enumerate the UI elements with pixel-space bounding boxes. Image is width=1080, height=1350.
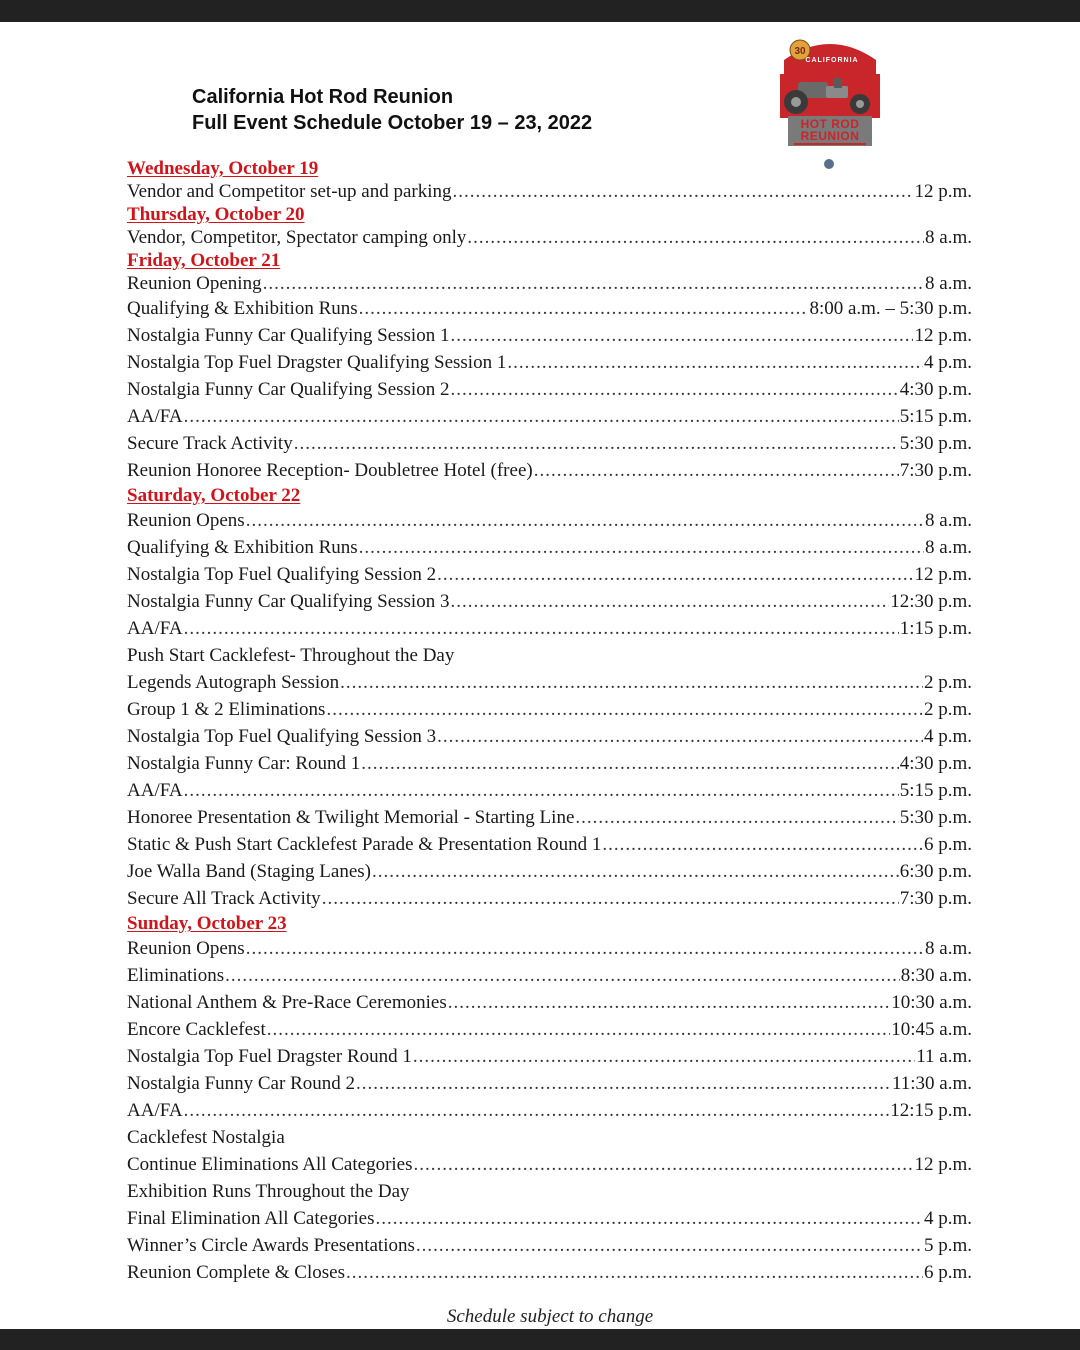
dot-leader [184,403,899,430]
dot-leader [225,962,900,989]
schedule-row [127,322,972,349]
event-time: 8 a.m. [925,227,972,248]
schedule-row [127,1259,972,1286]
schedule-row [127,561,972,588]
dot-leader [437,561,913,588]
event-name: Reunion Opening [127,273,262,294]
schedule-row [127,831,972,858]
dot-leader [450,588,889,615]
event-time: 6 p.m. [923,1262,972,1283]
dot-leader [361,750,898,777]
event-name: Reunion Opens [127,510,245,531]
event-time: 12 p.m. [914,325,972,346]
schedule-row [127,696,972,723]
schedule-row [127,1232,972,1259]
event-name: Nostalgia Top Fuel Qualifying Session 3 [127,726,437,747]
event-name: AA/FA [127,618,183,639]
dot-leader [450,322,913,349]
event-time: 5:30 p.m. [899,807,972,828]
event-time: 5:30 p.m. [899,433,972,454]
day-heading: Wednesday, October 19 [127,158,319,179]
event-time: 7:30 p.m. [899,460,972,481]
dot-leader [184,615,899,642]
event-time: 12:30 p.m. [890,591,972,612]
event-name: Nostalgia Funny Car Qualifying Session 1 [127,325,450,346]
event-name: Encore Cacklefest [127,1019,266,1040]
event-name: AA/FA [127,406,183,427]
event-time: 4:30 p.m. [899,753,972,774]
schedule-row [127,1205,972,1232]
schedule-row [127,295,972,322]
schedule-row [127,858,972,885]
event-name: AA/FA [127,780,183,801]
event-time: 4 p.m. [923,726,972,747]
dot-leader [359,534,924,561]
event-time: 12 p.m. [914,181,972,202]
event-name: Qualifying & Exhibition Runs [127,537,358,558]
event-name: Winner’s Circle Awards Presentations [127,1235,415,1256]
schedule-row [127,1124,972,1151]
event-name: Push Start Cacklefest- Throughout the Day [127,645,455,666]
day-heading: Sunday, October 23 [127,913,287,934]
event-name: Reunion Complete & Closes [127,1262,345,1283]
event-name: Joe Walla Band (Staging Lanes) [127,861,372,882]
event-time: 2 p.m. [923,672,972,693]
dot-leader [437,723,923,750]
event-name: Legends Autograph Session [127,672,340,693]
schedule-row [127,804,972,831]
event-name: Secure All Track Activity [127,888,321,909]
top-frame-bar [0,0,1080,22]
dot-leader [359,295,809,322]
event-time: 7:30 p.m. [899,888,972,909]
hot-rod-reunion-logo [774,30,886,170]
dot-leader [340,669,923,696]
event-name: Nostalgia Funny Car Qualifying Session 3 [127,591,450,612]
schedule-row [127,669,972,696]
dot-leader [416,1232,923,1259]
dot-leader [184,1097,890,1124]
schedule-row [127,588,972,615]
event-time: 5 p.m. [923,1235,972,1256]
schedule-row [127,1151,972,1178]
dot-leader [467,226,924,249]
event-time: 1:15 p.m. [899,618,972,639]
event-name: Final Elimination All Categories [127,1208,375,1229]
event-time: 8 a.m. [925,273,972,294]
schedule-row [127,226,972,249]
event-time: 8 a.m. [925,510,972,531]
event-time: 6 p.m. [923,834,972,855]
schedule-row [127,723,972,750]
event-name: Secure Track Activity [127,433,293,454]
event-time: 10:30 a.m. [891,992,972,1013]
event-name: Nostalgia Funny Car Round 2 [127,1073,355,1094]
dot-leader [263,272,924,295]
event-name: National Anthem & Pre-Race Ceremonies [127,992,447,1013]
dot-leader [326,696,923,723]
dot-leader [453,180,914,203]
logo-arc-text: CALIFORNIA [805,57,859,64]
dot-leader [450,376,898,403]
schedule-row [127,642,972,669]
event-time: 2 p.m. [923,699,972,720]
schedule-row [127,989,972,1016]
dot-leader [322,885,899,912]
title-line-2: Full Event Schedule October 19 – 23, 2022 [192,112,593,134]
dot-leader [246,935,924,962]
schedule-row [127,962,972,989]
event-name: Vendor and Competitor set-up and parking [127,181,452,202]
schedule-row [127,180,972,203]
dot-leader [413,1043,915,1070]
event-name: Honoree Presentation & Twilight Memorial - Starting Line [127,807,575,828]
event-schedule-list [127,157,972,1286]
event-time: 12:15 p.m. [890,1100,972,1121]
dot-leader [507,349,923,376]
event-time: 8:00 a.m. – 5:30 p.m. [809,298,972,319]
schedule-row [127,349,972,376]
schedule-row [127,1016,972,1043]
schedule-row [127,1070,972,1097]
day-heading: Saturday, October 22 [127,485,301,506]
schedule-row [127,615,972,642]
event-name: Continue Eliminations All Categories [127,1154,413,1175]
event-name: Eliminations [127,965,225,986]
event-name: Nostalgia Funny Car: Round 1 [127,753,361,774]
event-name: Static & Push Start Cacklefest Parade & Presentation Round 1 [127,834,602,855]
event-name: Cacklefest Nostalgia [127,1127,285,1148]
dot-leader [294,430,899,457]
event-name: Exhibition Runs Throughout the Day [127,1181,410,1202]
dot-leader [356,1070,891,1097]
event-time: 11:30 a.m. [891,1073,972,1094]
logo-name-line-2: REUNION [800,129,860,143]
schedule-row [127,507,972,534]
schedule-row [127,534,972,561]
event-time: 12 p.m. [914,564,972,585]
schedule-row [127,403,972,430]
schedule-row [127,430,972,457]
dot-leader [534,457,899,484]
schedule-row [127,457,972,484]
schedule-row [127,935,972,962]
bottom-frame-bar [0,1329,1080,1350]
dot-leader [346,1259,923,1286]
schedule-document [0,22,1080,1329]
day-heading: Thursday, October 20 [127,204,305,225]
dot-leader [602,831,923,858]
event-time: 12 p.m. [914,1154,972,1175]
schedule-row [127,1178,972,1205]
schedule-row [127,777,972,804]
schedule-row [127,885,972,912]
event-time: 8 a.m. [925,537,972,558]
event-name: Nostalgia Funny Car Qualifying Session 2 [127,379,450,400]
title-line-1: California Hot Rod Reunion [192,86,454,108]
event-name: Nostalgia Top Fuel Qualifying Session 2 [127,564,437,585]
day-heading: Friday, October 21 [127,250,281,271]
dot-leader [448,989,891,1016]
dot-leader [184,777,899,804]
event-name: Vendor, Competitor, Spectator camping only [127,227,467,248]
event-time: 4 p.m. [923,352,972,373]
event-name: AA/FA [127,1100,183,1121]
event-time: 6:30 p.m. [899,861,972,882]
event-time: 8 a.m. [925,938,972,959]
schedule-footnote: Schedule subject to change [446,1306,654,1327]
event-time: 5:15 p.m. [899,780,972,801]
dot-leader [414,1151,914,1178]
dot-leader [575,804,898,831]
event-name: Nostalgia Top Fuel Dragster Round 1 [127,1046,412,1067]
dot-leader [376,1205,923,1232]
schedule-row [127,1043,972,1070]
event-name: Reunion Opens [127,938,245,959]
logo-badge: 30 [794,46,806,57]
event-time: 11 a.m. [916,1046,972,1067]
event-name: Reunion Honoree Reception- Doubletree Hotel (free) [127,460,533,481]
document-title [192,84,592,136]
event-time: 4:30 p.m. [899,379,972,400]
event-name: Nostalgia Top Fuel Dragster Qualifying Session 1 [127,352,507,373]
schedule-row [127,376,972,403]
event-time: 4 p.m. [923,1208,972,1229]
schedule-row [127,272,972,295]
logo-name-line-1: HOT ROD [800,117,860,131]
event-name: Group 1 & 2 Eliminations [127,699,326,720]
dot-leader [372,858,899,885]
event-time: 5:15 p.m. [899,406,972,427]
event-time: 8:30 a.m. [900,965,972,986]
schedule-row [127,750,972,777]
event-time: 10:45 a.m. [891,1019,972,1040]
schedule-row [127,1097,972,1124]
event-name: Qualifying & Exhibition Runs [127,298,358,319]
dot-leader [267,1016,891,1043]
dot-leader [246,507,924,534]
